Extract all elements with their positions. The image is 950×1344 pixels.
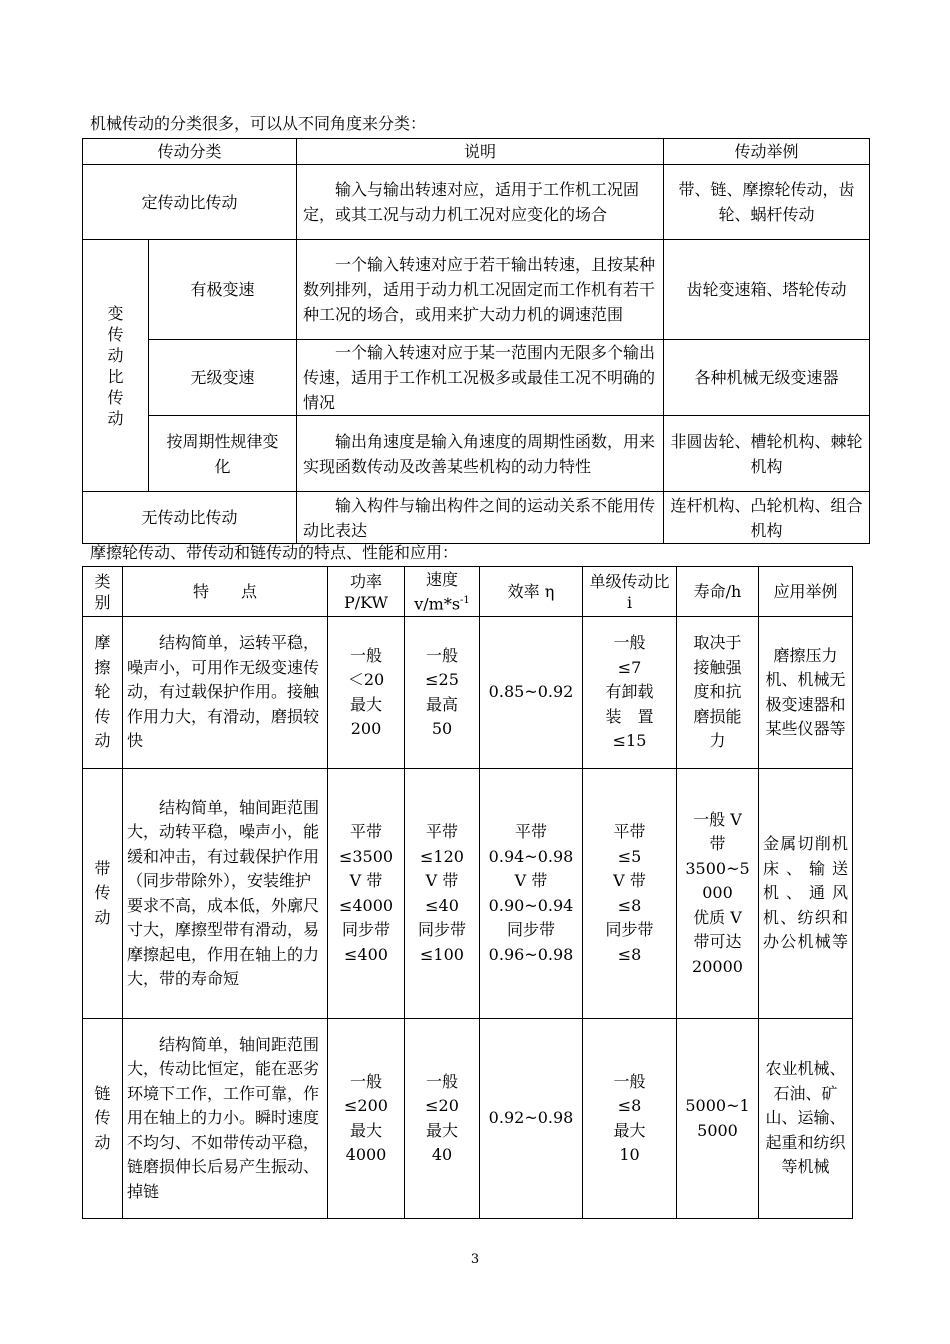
value-line: 一般 V	[693, 809, 742, 829]
value-line: 一般	[349, 645, 382, 665]
classification-table	[82, 138, 870, 544]
value-line: 5000	[697, 1120, 738, 1140]
header-description: 说明	[297, 139, 664, 165]
table-row	[83, 769, 853, 1019]
ratio-cell	[583, 769, 677, 1019]
type-cell	[83, 769, 123, 1019]
value-line: 同步带	[341, 920, 390, 939]
category-cell: 按周期性规律变化	[149, 416, 297, 492]
description-cell: 输入与输出转速对应，适用于工作机工况固定，或其工况与动力机工况对应变化的场合	[297, 165, 664, 240]
value-line: ≤25	[425, 670, 459, 689]
table-row	[83, 617, 853, 769]
table-row	[83, 165, 870, 240]
value-line: 度和抗	[693, 682, 742, 702]
description-cell: 一个输入转速对应于某一范围内无限多个输出传速，适用于工作机工况极多或最佳工况不明确的情况	[297, 340, 664, 416]
life-cell	[677, 1019, 759, 1219]
type-label: 摩 擦 轮 传 动	[94, 633, 111, 751]
header-power	[328, 567, 405, 617]
value-line: ≤8	[617, 895, 642, 915]
characteristics-table	[82, 566, 853, 1219]
header-speed	[405, 567, 480, 617]
type-label: 带 传 动	[94, 858, 111, 927]
description-cell: 输出角速度是输入角速度的周期性函数，用来实现函数传动及改善某些机构的动力特性	[297, 416, 664, 492]
value-line: 装 置	[605, 706, 654, 726]
value-line: ≤15	[612, 731, 647, 751]
category-cell: 有极变速	[149, 240, 297, 340]
value-line: 3500~5	[685, 858, 750, 878]
value-line: 一般	[425, 1071, 458, 1091]
value-line: 一般	[613, 1071, 646, 1091]
value-line: 取决于	[693, 633, 742, 653]
example-cell: 连杆机构、凸轮机构、组合机构	[664, 492, 870, 544]
value-line: 带	[709, 834, 726, 854]
value-line: 0.90~0.94	[488, 895, 574, 915]
value-line: ≤8	[617, 944, 642, 964]
ratio-cell	[583, 1019, 677, 1219]
value-line: ≤120	[420, 846, 464, 866]
type-label: 链 传 动	[94, 1083, 111, 1152]
example-cell: 非圆齿轮、槽轮机构、棘轮机构	[664, 416, 870, 492]
value-line: 平带	[613, 822, 646, 841]
value-line: 最高	[425, 694, 458, 714]
value-line: 0.96~0.98	[488, 944, 574, 964]
value-line: 最大	[613, 1120, 646, 1140]
value-line: 50	[431, 719, 453, 738]
value-line: ≤3500	[338, 846, 394, 866]
description-cell: 一个输入转速对应于若干输出转速，且按某种数列排列，适用于动力机工况固定而工作机有若干种工况的场合，或用来扩大动力机的调速范围	[297, 240, 664, 340]
header-power-label: 功率	[349, 571, 382, 591]
type-cell	[83, 1019, 123, 1219]
power-cell	[328, 617, 405, 769]
value-line: 平带	[349, 822, 382, 841]
vertical-group-label: 变 传 动 比 传 动	[107, 303, 124, 428]
value-line: 4000	[345, 1145, 387, 1164]
header-power-unit: P/KW	[344, 592, 388, 612]
table-row	[83, 340, 870, 416]
value-line: ≤200	[344, 1096, 388, 1115]
value-line: 40	[431, 1145, 453, 1164]
life-cell	[677, 617, 759, 769]
value-line: ＜20	[347, 670, 385, 689]
application-cell: 磨擦压力机、机械无极变速器和某些仪器等	[759, 617, 853, 769]
value-line: ≤20	[425, 1096, 459, 1115]
example-cell: 各种机械无级变速器	[664, 340, 870, 416]
feature-cell: 结构简单，运转平稳，噪声小，可用作无级变速传动，有过载保护作用。接触作用力大，有滑动，磨损较快	[123, 617, 328, 769]
efficiency-cell	[480, 769, 583, 1019]
power-cell	[328, 1019, 405, 1219]
header-life: 寿命/h	[677, 567, 759, 617]
value-line: ≤100	[420, 944, 464, 964]
header-type: 类别	[83, 567, 123, 617]
value-line: 000	[702, 883, 733, 903]
table-row	[83, 139, 870, 165]
application-cell: 金属切削机床、输送机、通风机、纺织和办公机械等	[759, 769, 853, 1019]
header-speed-label: 速度	[425, 569, 458, 589]
table-row	[83, 492, 870, 544]
header-speed-exponent: -1	[460, 594, 470, 606]
value-line: V 带	[425, 871, 459, 890]
value-line: 带可达	[693, 932, 742, 952]
value-line: ≤7	[617, 657, 642, 677]
value-line: 最大	[425, 1120, 458, 1140]
value-line: 0.85~0.92	[488, 682, 574, 702]
value-line: 0.92~0.98	[488, 1108, 574, 1128]
value-line: 平带	[514, 822, 547, 841]
value-line: ≤400	[344, 944, 388, 964]
value-line: ≤4000	[338, 895, 394, 915]
value-line: 同步带	[506, 920, 555, 939]
value-line: ≤5	[617, 846, 642, 866]
speed-cell	[405, 1019, 480, 1219]
value-line: V 带	[349, 871, 383, 890]
value-line: 接触强	[693, 657, 742, 677]
value-line: 20000	[692, 956, 743, 976]
efficiency-cell	[480, 1019, 583, 1219]
value-line: V 带	[613, 871, 646, 890]
header-feature: 特 点	[123, 567, 328, 617]
description-cell: 输入构件与输出构件之间的运动关系不能用传动比表达	[297, 492, 664, 544]
value-line: 0.94~0.98	[488, 846, 574, 866]
header-speed-unit: v/m*s	[414, 594, 461, 614]
header-application: 应用举例	[759, 567, 853, 617]
value-line: 平带	[425, 822, 458, 841]
value-line: 有卸载	[605, 682, 654, 702]
speed-cell	[405, 617, 480, 769]
category-none: 无传动比传动	[83, 492, 297, 544]
header-efficiency: 效率 η	[480, 567, 583, 617]
category-fixed: 定传动比传动	[83, 165, 297, 240]
example-cell: 带、链、摩擦轮传动，齿轮、蜗杆传动	[664, 165, 870, 240]
intro-classification: 机械传动的分类很多，可以从不同角度来分类：	[90, 114, 427, 133]
value-line: 最大	[349, 1120, 382, 1140]
life-cell	[677, 769, 759, 1019]
intro-characteristics: 摩擦轮传动、带传动和链传动的特点、性能和应用：	[90, 543, 459, 562]
value-line: 一般	[349, 1071, 382, 1091]
application-cell: 农业机械、石油、矿山、运输、起重和纺织等机械	[759, 1019, 853, 1219]
value-line: 力	[709, 731, 726, 751]
efficiency-cell	[480, 617, 583, 769]
table-row	[83, 567, 853, 617]
speed-cell	[405, 769, 480, 1019]
table-row	[83, 416, 870, 492]
value-line: 同步带	[417, 920, 466, 939]
power-cell	[328, 769, 405, 1019]
example-cell: 齿轮变速箱、塔轮传动	[664, 240, 870, 340]
value-line: 最大	[349, 694, 382, 714]
category-cell: 无级变速	[149, 340, 297, 416]
header-example: 传动举例	[664, 139, 870, 165]
value-line: 10	[619, 1145, 640, 1164]
category-variable-group	[83, 240, 149, 492]
value-line: V 带	[514, 871, 548, 890]
value-line: ≤8	[617, 1096, 642, 1115]
header-category: 传动分类	[83, 139, 297, 165]
value-line: 一般	[613, 633, 646, 653]
feature-cell: 结构简单，轴间距范围大，动转平稳，噪声小，能缓和冲击，有过载保护作用（同步带除外），安装维护要求不高，成本低，外廓尺寸大，摩擦型带有滑动，易摩擦起电，作用在轴上的力大，带的寿命短	[123, 769, 328, 1019]
value-line: 磨损能	[693, 706, 742, 726]
ratio-cell	[583, 617, 677, 769]
value-line: 优质 V	[693, 907, 742, 927]
value-line: 同步带	[605, 920, 654, 939]
page-number: 3	[470, 1252, 480, 1267]
table-row	[83, 240, 870, 340]
type-cell	[83, 617, 123, 769]
value-line: 一般	[425, 645, 458, 665]
value-line: 200	[350, 719, 382, 738]
table-row	[83, 1019, 853, 1219]
header-ratio: 单级传动比 i	[583, 567, 677, 617]
value-line: 5000~1	[685, 1096, 750, 1115]
value-line: ≤40	[425, 895, 459, 915]
feature-cell: 结构简单，轴间距范围大，传动比恒定，能在恶劣环境下工作，工作可靠，作用在轴上的力小。瞬时速度不均匀、不如带传动平稳，链磨损伸长后易产生振动、掉链	[123, 1019, 328, 1219]
